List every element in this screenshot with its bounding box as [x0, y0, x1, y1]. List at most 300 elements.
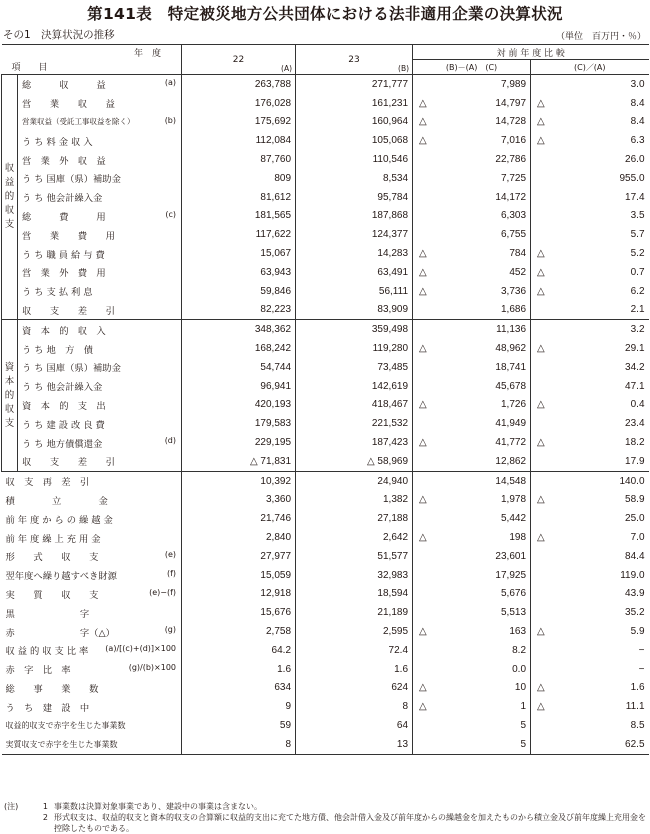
cell-value: 8.4	[630, 116, 645, 128]
cell-v22: 2,840	[182, 528, 296, 547]
cell-value: 17.9	[625, 455, 645, 467]
cell-value: 955.0	[619, 172, 645, 184]
row-label-text: 前 年 度 か ら の 繰 越 金	[5, 514, 113, 526]
triangle-mark: △	[419, 116, 427, 128]
cell-v22: 12,918	[182, 585, 296, 604]
triangle-mark: △	[419, 532, 427, 544]
group-label-shihon: 資 本 的 収 支	[2, 320, 18, 471]
cell-v23: 32,983	[296, 566, 413, 585]
cell-ratio	[531, 547, 649, 566]
row-label-text: う ち 建 設 中	[5, 702, 90, 714]
row-label-text: 収 支 差 引	[22, 305, 115, 317]
row-label-mark: (e)	[164, 549, 177, 559]
cell-v23: 83,909	[296, 301, 413, 320]
cell-diff	[413, 188, 531, 207]
cell-value: −	[638, 644, 645, 656]
cell-v23: 8	[296, 697, 413, 716]
table-row	[2, 207, 649, 226]
row-label-text: 営業収益（受託工事収益を除く）	[22, 117, 135, 127]
cell-value: 1,726	[500, 399, 527, 411]
cell-value: 3.0	[630, 78, 645, 90]
row-label-mark: (g)/(b)×100	[128, 662, 177, 672]
table-row	[2, 471, 649, 490]
row-label	[2, 622, 182, 641]
cell-value: 163	[509, 626, 527, 637]
row-label	[18, 396, 182, 415]
cell-value: 41,949	[495, 418, 527, 430]
row-label-text: 営 業 収 益	[22, 99, 115, 111]
cell-v22: 82,223	[182, 301, 296, 320]
row-label-text: 前 年 度 繰 上 充 用 金	[5, 533, 101, 545]
cell-v23: 110,546	[296, 150, 413, 169]
row-label-text: 収益的収支で赤字を生じた事業数	[5, 720, 126, 730]
cell-ratio	[531, 244, 649, 263]
header-col-23-label: 23	[348, 54, 360, 65]
cell-value: 6,755	[500, 229, 527, 241]
row-label	[18, 244, 182, 263]
cell-v23: 27,188	[296, 509, 413, 528]
cell-value: 23.4	[625, 418, 645, 430]
triangle-mark: △	[537, 532, 545, 544]
cell-value: 6.2	[630, 285, 645, 297]
cell-v22: 179,583	[182, 414, 296, 433]
triangle-mark: △	[537, 116, 545, 128]
page-subtitle: その1 決算状況の推移	[3, 29, 115, 41]
cell-v23: 142,619	[296, 377, 413, 396]
cell-diff	[413, 452, 531, 471]
cell-v23: 73,485	[296, 358, 413, 377]
cell-v23: 221,532	[296, 414, 413, 433]
table-row	[2, 113, 649, 132]
cell-value: 14,172	[495, 191, 527, 203]
row-label-text: う ち 支 払 利 息	[22, 287, 93, 299]
cell-v23: 18,594	[296, 585, 413, 604]
row-label	[2, 547, 182, 566]
cell-v22: 27,977	[182, 547, 296, 566]
cell-v22: 176,028	[182, 94, 296, 113]
table-row	[2, 641, 649, 660]
table-row	[2, 528, 649, 547]
cell-diff	[413, 244, 531, 263]
cell-diff	[413, 679, 531, 698]
cell-ratio	[531, 735, 649, 754]
cell-v22: 117,622	[182, 225, 296, 244]
cell-ratio	[531, 660, 649, 679]
cell-v22: 21,746	[182, 509, 296, 528]
cell-value: 43.9	[625, 588, 645, 600]
cell-ratio	[531, 585, 649, 604]
cell-v22: 9	[182, 697, 296, 716]
cell-diff	[413, 131, 531, 150]
triangle-mark: △	[537, 285, 545, 297]
triangle-mark: △	[419, 285, 427, 297]
settlement-table	[1, 44, 649, 755]
row-label	[18, 263, 182, 282]
table-row	[2, 603, 649, 622]
row-label-text: 資 本 的 収 入	[22, 325, 106, 337]
cell-value: 22,786	[495, 154, 527, 166]
header-col-22	[182, 45, 296, 75]
row-label	[18, 225, 182, 244]
cell-ratio	[531, 603, 649, 622]
row-label	[2, 679, 182, 698]
cell-v23: 64	[296, 716, 413, 735]
cell-v22: 15,059	[182, 566, 296, 585]
cell-v23: 105,068	[296, 131, 413, 150]
row-label	[2, 716, 182, 735]
row-label	[18, 452, 182, 471]
row-label	[18, 169, 182, 188]
cell-ratio	[531, 113, 649, 132]
triangle-mark: △	[537, 701, 545, 713]
row-label-text: 実質収支で赤字を生じた事業数	[5, 739, 118, 749]
row-label	[18, 94, 182, 113]
row-label-mark: (b)	[164, 115, 177, 125]
cell-value: 1.6	[630, 682, 645, 694]
cell-diff	[413, 433, 531, 452]
row-label	[18, 150, 182, 169]
table-row	[2, 679, 649, 698]
row-label	[2, 603, 182, 622]
row-label-text: う ち 他会計繰入金	[22, 382, 103, 394]
note-2-number: 2	[42, 813, 48, 822]
row-label	[18, 188, 182, 207]
row-label-text: 形 式 収 支	[5, 552, 99, 564]
table-row	[2, 414, 649, 433]
cell-value: 6.3	[630, 135, 645, 147]
table-row	[2, 320, 649, 339]
triangle-mark: △	[537, 399, 545, 411]
row-label	[2, 566, 182, 585]
cell-ratio	[531, 716, 649, 735]
cell-value: 58.9	[625, 494, 645, 506]
cell-v23: 24,940	[296, 471, 413, 490]
cell-value: 34.2	[625, 361, 645, 373]
header-nendo: 年 度	[2, 45, 182, 60]
table-row	[2, 491, 649, 510]
cell-ratio	[531, 452, 649, 471]
row-label-text: う ち 地方債償還金	[22, 438, 103, 450]
cell-diff	[413, 622, 531, 641]
header-row-1	[2, 45, 649, 60]
cell-diff	[413, 94, 531, 113]
table-row	[2, 282, 649, 301]
cell-value: 0.7	[630, 266, 645, 278]
row-label-text: 収 支 差 引	[22, 457, 115, 469]
cell-v22: 348,362	[182, 320, 296, 339]
cell-diff	[413, 75, 531, 94]
triangle-mark: △	[537, 626, 545, 637]
cell-value: 1,686	[500, 304, 527, 316]
row-label-mark: (d)	[164, 436, 177, 446]
cell-diff	[413, 263, 531, 282]
cell-value: 84.4	[625, 550, 645, 562]
triangle-mark: △	[419, 437, 427, 449]
row-label	[18, 207, 182, 226]
table-row	[2, 396, 649, 415]
cell-v23: 624	[296, 679, 413, 698]
cell-v22: 420,193	[182, 396, 296, 415]
cell-ratio	[531, 75, 649, 94]
triangle-mark: △	[537, 266, 545, 278]
page-title: 第141表 特定被災地方公共団体における法非適用企業の決算状況	[87, 5, 563, 23]
cell-v22: 54,744	[182, 358, 296, 377]
cell-value: 18.2	[625, 437, 645, 449]
cell-v23: 160,964	[296, 113, 413, 132]
cell-v23: 271,777	[296, 75, 413, 94]
cell-value: 3.2	[630, 324, 645, 336]
triangle-mark: △	[419, 135, 427, 147]
cell-value: 48,962	[495, 343, 527, 355]
row-label	[18, 339, 182, 358]
cell-diff	[413, 735, 531, 754]
cell-diff	[413, 320, 531, 339]
cell-ratio	[531, 396, 649, 415]
row-label-text: 資 本 的 支 出	[22, 400, 106, 412]
cell-v22: 59,846	[182, 282, 296, 301]
cell-value: 23,601	[495, 550, 527, 562]
cell-diff	[413, 301, 531, 320]
row-label-text: 実 質 収 支	[5, 589, 99, 601]
cell-value: 17.4	[625, 191, 645, 203]
cell-value: 1	[520, 701, 527, 713]
table-row	[2, 358, 649, 377]
header-ratio: (C)／(A)	[531, 60, 649, 75]
cell-diff	[413, 585, 531, 604]
cell-v23: 21,189	[296, 603, 413, 622]
cell-value: 17,925	[495, 569, 527, 581]
cell-ratio	[531, 282, 649, 301]
row-label	[18, 377, 182, 396]
cell-value: 5	[520, 738, 527, 750]
row-label	[18, 320, 182, 339]
cell-v22: 1.6	[182, 660, 296, 679]
row-label-text: 赤 字 比 率	[5, 665, 71, 677]
triangle-mark: △	[419, 248, 427, 260]
triangle-mark: △	[419, 266, 427, 278]
cell-diff	[413, 113, 531, 132]
cell-v23: 56,111	[296, 282, 413, 301]
cell-value: 8.5	[630, 719, 645, 731]
row-label-text: う ち 他会計繰入金	[22, 193, 103, 205]
cell-v22: 15,067	[182, 244, 296, 263]
cell-value: 45,678	[495, 380, 527, 392]
row-label-text: 積 立 金	[5, 495, 108, 507]
cell-ratio	[531, 339, 649, 358]
cell-value: 8.4	[630, 97, 645, 109]
cell-value: 5,676	[500, 588, 527, 600]
cell-v22: 2,758	[182, 622, 296, 641]
note-1-number: 1	[42, 802, 48, 811]
table-row	[2, 188, 649, 207]
cell-v22: 8	[182, 735, 296, 754]
cell-value: 11,136	[496, 324, 527, 336]
cell-value: 7.0	[630, 532, 645, 544]
cell-value: 1,978	[500, 494, 527, 506]
cell-v22: 63,943	[182, 263, 296, 282]
cell-v23: 95,784	[296, 188, 413, 207]
cell-v23: 72.4	[296, 641, 413, 660]
table-row	[2, 566, 649, 585]
row-label-text: 営 業 外 費 用	[22, 268, 106, 280]
cell-ratio	[531, 263, 649, 282]
header-col-23	[296, 45, 413, 75]
cell-ratio	[531, 207, 649, 226]
cell-diff	[413, 282, 531, 301]
table-row	[2, 433, 649, 452]
cell-ratio	[531, 358, 649, 377]
cell-ratio	[531, 641, 649, 660]
cell-value: 7,989	[500, 78, 527, 90]
table-row	[2, 131, 649, 150]
notes	[4, 801, 646, 834]
row-label-text: 総 収 益	[22, 80, 106, 92]
cell-v23: 2,642	[296, 528, 413, 547]
cell-value: 35.2	[625, 607, 645, 619]
cell-v23: 187,868	[296, 207, 413, 226]
table-row	[2, 150, 649, 169]
row-label	[18, 301, 182, 320]
cell-v22: 96,941	[182, 377, 296, 396]
cell-v22: 112,084	[182, 131, 296, 150]
row-label-text: う ち 国庫（県）補助金	[22, 174, 121, 186]
cell-diff	[413, 396, 531, 415]
cell-v22: 634	[182, 679, 296, 698]
cell-value: 12,862	[495, 455, 527, 467]
header-hikaku: 対 前 年 度 比 較	[413, 45, 649, 60]
cell-diff	[413, 207, 531, 226]
row-label-text: 翌年度へ繰り越すべき財源	[5, 571, 117, 583]
cell-v23: 51,577	[296, 547, 413, 566]
row-label-text: 黒 字	[5, 608, 90, 620]
cell-value: 47.1	[625, 380, 645, 392]
cell-diff	[413, 169, 531, 188]
cell-v23: 13	[296, 735, 413, 754]
cell-diff	[413, 377, 531, 396]
table-row	[2, 509, 649, 528]
cell-ratio	[531, 320, 649, 339]
note-1	[4, 801, 646, 812]
cell-v23: 119,280	[296, 339, 413, 358]
row-label	[18, 433, 182, 452]
row-label-text: 収 益 的 収 支 比 率	[5, 646, 89, 658]
triangle-mark: △	[419, 682, 427, 694]
cell-value: 5,513	[500, 607, 527, 619]
cell-v22: 263,788	[182, 75, 296, 94]
row-label-text: 赤 字（△）	[5, 627, 115, 639]
cell-ratio	[531, 566, 649, 585]
cell-ratio	[531, 697, 649, 716]
cell-ratio	[531, 528, 649, 547]
table-row	[2, 75, 649, 94]
row-label-text: う ち 職 員 給 与 費	[22, 249, 105, 261]
row-label	[2, 660, 182, 679]
cell-diff	[413, 491, 531, 510]
cell-v23: 124,377	[296, 225, 413, 244]
cell-v23: 2,595	[296, 622, 413, 641]
row-label	[2, 471, 182, 490]
cell-ratio	[531, 150, 649, 169]
triangle-mark: △	[537, 343, 545, 355]
row-label-text: う ち 地 方 債	[22, 344, 93, 356]
cell-v23: 1.6	[296, 660, 413, 679]
cell-value: 3.5	[630, 210, 645, 222]
cell-ratio	[531, 225, 649, 244]
row-label-text: う ち 国庫（県）補助金	[22, 363, 121, 375]
row-label-mark: (a)/[(c)+(d)]×100	[105, 643, 177, 653]
cell-value: 0.0	[512, 663, 527, 675]
cell-v22: 59	[182, 716, 296, 735]
row-label	[2, 491, 182, 510]
table-row	[2, 94, 649, 113]
cell-ratio	[531, 188, 649, 207]
table-row	[2, 263, 649, 282]
row-label	[2, 585, 182, 604]
header-col-23-mark: (B)	[398, 64, 410, 73]
row-label	[18, 282, 182, 301]
cell-v23: △ 58,969	[296, 452, 413, 471]
cell-v22: 809	[182, 169, 296, 188]
cell-diff	[413, 660, 531, 679]
cell-value: 62.5	[625, 738, 645, 750]
header-col-22-mark: (A)	[281, 64, 293, 73]
cell-value: 5,442	[500, 513, 527, 525]
row-label-mark: (a)	[164, 78, 177, 87]
table-row	[2, 716, 649, 735]
row-label	[2, 641, 182, 660]
cell-value: 11.1	[625, 701, 645, 713]
cell-v22: 81,612	[182, 188, 296, 207]
cell-ratio	[531, 509, 649, 528]
table-row	[2, 301, 649, 320]
cell-value: 7,016	[500, 135, 527, 147]
triangle-mark: △	[537, 248, 545, 260]
cell-v23: 8,534	[296, 169, 413, 188]
note-prefix: (注)	[4, 802, 19, 811]
row-label	[2, 735, 182, 754]
row-label	[18, 113, 182, 132]
cell-v22: 181,565	[182, 207, 296, 226]
table-row	[2, 622, 649, 641]
triangle-mark: △	[419, 701, 427, 713]
table-row	[2, 377, 649, 396]
cell-v23: 63,491	[296, 263, 413, 282]
cell-ratio	[531, 169, 649, 188]
cell-value: 14,728	[495, 116, 527, 128]
cell-value: 2.1	[630, 304, 645, 316]
row-label	[18, 358, 182, 377]
cell-diff	[413, 358, 531, 377]
triangle-mark: △	[537, 135, 545, 147]
row-label-mark: (f)	[166, 568, 177, 578]
cell-v23: 1,382	[296, 491, 413, 510]
row-label	[2, 697, 182, 716]
cell-diff	[413, 414, 531, 433]
row-label	[18, 131, 182, 150]
cell-diff	[413, 528, 531, 547]
row-label-text: う ち 建 設 改 良 費	[22, 419, 105, 431]
cell-ratio	[531, 94, 649, 113]
cell-value: 0.4	[630, 399, 645, 411]
row-label	[2, 528, 182, 547]
cell-v23: 187,423	[296, 433, 413, 452]
cell-v23: 359,498	[296, 320, 413, 339]
row-label-text: う ち 料 金 収 入	[22, 136, 93, 148]
cell-value: 10	[514, 682, 527, 694]
note-1-text: 事業数は決算対象事業であり、建設中の事業は含まない。	[54, 802, 262, 811]
table-row	[2, 735, 649, 754]
cell-diff	[413, 471, 531, 490]
